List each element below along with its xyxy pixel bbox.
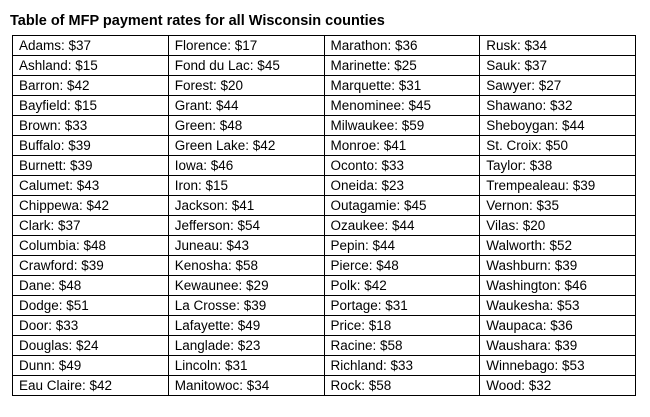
table-row — [13, 296, 636, 316]
table-cell: Menominee: $45 — [324, 96, 480, 116]
table-row — [13, 116, 636, 136]
table-cell: Green: $48 — [168, 116, 324, 136]
table-cell: Waupaca: $36 — [480, 316, 636, 336]
table-cell: Jackson: $41 — [168, 196, 324, 216]
table-cell: Price: $18 — [324, 316, 480, 336]
table-row — [13, 36, 636, 56]
table-row — [13, 256, 636, 276]
table-row — [13, 96, 636, 116]
table-cell: Sauk: $37 — [480, 56, 636, 76]
table-cell: Winnebago: $53 — [480, 356, 636, 376]
table-row — [13, 176, 636, 196]
table-cell: Marquette: $31 — [324, 76, 480, 96]
table-cell: Eau Claire: $42 — [13, 376, 169, 396]
table-cell: Pierce: $48 — [324, 256, 480, 276]
table-cell: Racine: $58 — [324, 336, 480, 356]
table-cell: Jefferson: $54 — [168, 216, 324, 236]
table-cell: Brown: $33 — [13, 116, 169, 136]
table-cell: Douglas: $24 — [13, 336, 169, 356]
table-cell: Ozaukee: $44 — [324, 216, 480, 236]
table-cell: Fond du Lac: $45 — [168, 56, 324, 76]
table-cell: Richland: $33 — [324, 356, 480, 376]
table-row — [13, 236, 636, 256]
table-cell: Marinette: $25 — [324, 56, 480, 76]
table-cell: Columbia: $48 — [13, 236, 169, 256]
table-cell: Buffalo: $39 — [13, 136, 169, 156]
table-cell: Wood: $32 — [480, 376, 636, 396]
table-body — [13, 36, 636, 396]
table-cell: Taylor: $38 — [480, 156, 636, 176]
table-cell: Sheboygan: $44 — [480, 116, 636, 136]
table-cell: Burnett: $39 — [13, 156, 169, 176]
table-cell: Green Lake: $42 — [168, 136, 324, 156]
table-cell: Vernon: $35 — [480, 196, 636, 216]
table-cell: Monroe: $41 — [324, 136, 480, 156]
payment-rates-table — [12, 35, 636, 396]
table-cell: Portage: $31 — [324, 296, 480, 316]
table-cell: Chippewa: $42 — [13, 196, 169, 216]
table-row — [13, 156, 636, 176]
table-cell: Rusk: $34 — [480, 36, 636, 56]
table-cell: Dane: $48 — [13, 276, 169, 296]
table-row — [13, 56, 636, 76]
table-cell: Kenosha: $58 — [168, 256, 324, 276]
table-row — [13, 376, 636, 396]
table-cell: Ashland: $15 — [13, 56, 169, 76]
table-cell: La Crosse: $39 — [168, 296, 324, 316]
table-row — [13, 196, 636, 216]
table-cell: Langlade: $23 — [168, 336, 324, 356]
table-cell: Barron: $42 — [13, 76, 169, 96]
table-cell: Dodge: $51 — [13, 296, 169, 316]
table-cell: Oneida: $23 — [324, 176, 480, 196]
table-cell: Rock: $58 — [324, 376, 480, 396]
table-cell: Lafayette: $49 — [168, 316, 324, 336]
table-cell: Washington: $46 — [480, 276, 636, 296]
table-cell: Trempealeau: $39 — [480, 176, 636, 196]
table-row — [13, 316, 636, 336]
table-row — [13, 136, 636, 156]
table-cell: Washburn: $39 — [480, 256, 636, 276]
table-cell: Sawyer: $27 — [480, 76, 636, 96]
table-row — [13, 336, 636, 356]
table-cell: Adams: $37 — [13, 36, 169, 56]
table-cell: Vilas: $20 — [480, 216, 636, 236]
table-cell: Waushara: $39 — [480, 336, 636, 356]
table-cell: Lincoln: $31 — [168, 356, 324, 376]
table-cell: Milwaukee: $59 — [324, 116, 480, 136]
table-cell: Kewaunee: $29 — [168, 276, 324, 296]
table-cell: Manitowoc: $34 — [168, 376, 324, 396]
table-cell: Door: $33 — [13, 316, 169, 336]
table-cell: Walworth: $52 — [480, 236, 636, 256]
table-row — [13, 216, 636, 236]
table-cell: Iowa: $46 — [168, 156, 324, 176]
table-cell: Shawano: $32 — [480, 96, 636, 116]
table-cell: Outagamie: $45 — [324, 196, 480, 216]
table-row — [13, 356, 636, 376]
table-cell: Iron: $15 — [168, 176, 324, 196]
table-cell: Grant: $44 — [168, 96, 324, 116]
table-cell: Marathon: $36 — [324, 36, 480, 56]
table-cell: Oconto: $33 — [324, 156, 480, 176]
table-title: Table of MFP payment rates for all Wisconsin counties — [10, 13, 385, 29]
table-cell: Calumet: $43 — [13, 176, 169, 196]
table-cell: Waukesha: $53 — [480, 296, 636, 316]
table-cell: Bayfield: $15 — [13, 96, 169, 116]
table-cell: Forest: $20 — [168, 76, 324, 96]
table-cell: Florence: $17 — [168, 36, 324, 56]
table-cell: Crawford: $39 — [13, 256, 169, 276]
table-row — [13, 276, 636, 296]
table-row — [13, 76, 636, 96]
table-cell: Polk: $42 — [324, 276, 480, 296]
table-cell: St. Croix: $50 — [480, 136, 636, 156]
table-cell: Juneau: $43 — [168, 236, 324, 256]
table-cell: Clark: $37 — [13, 216, 169, 236]
table-cell: Pepin: $44 — [324, 236, 480, 256]
table-cell: Dunn: $49 — [13, 356, 169, 376]
